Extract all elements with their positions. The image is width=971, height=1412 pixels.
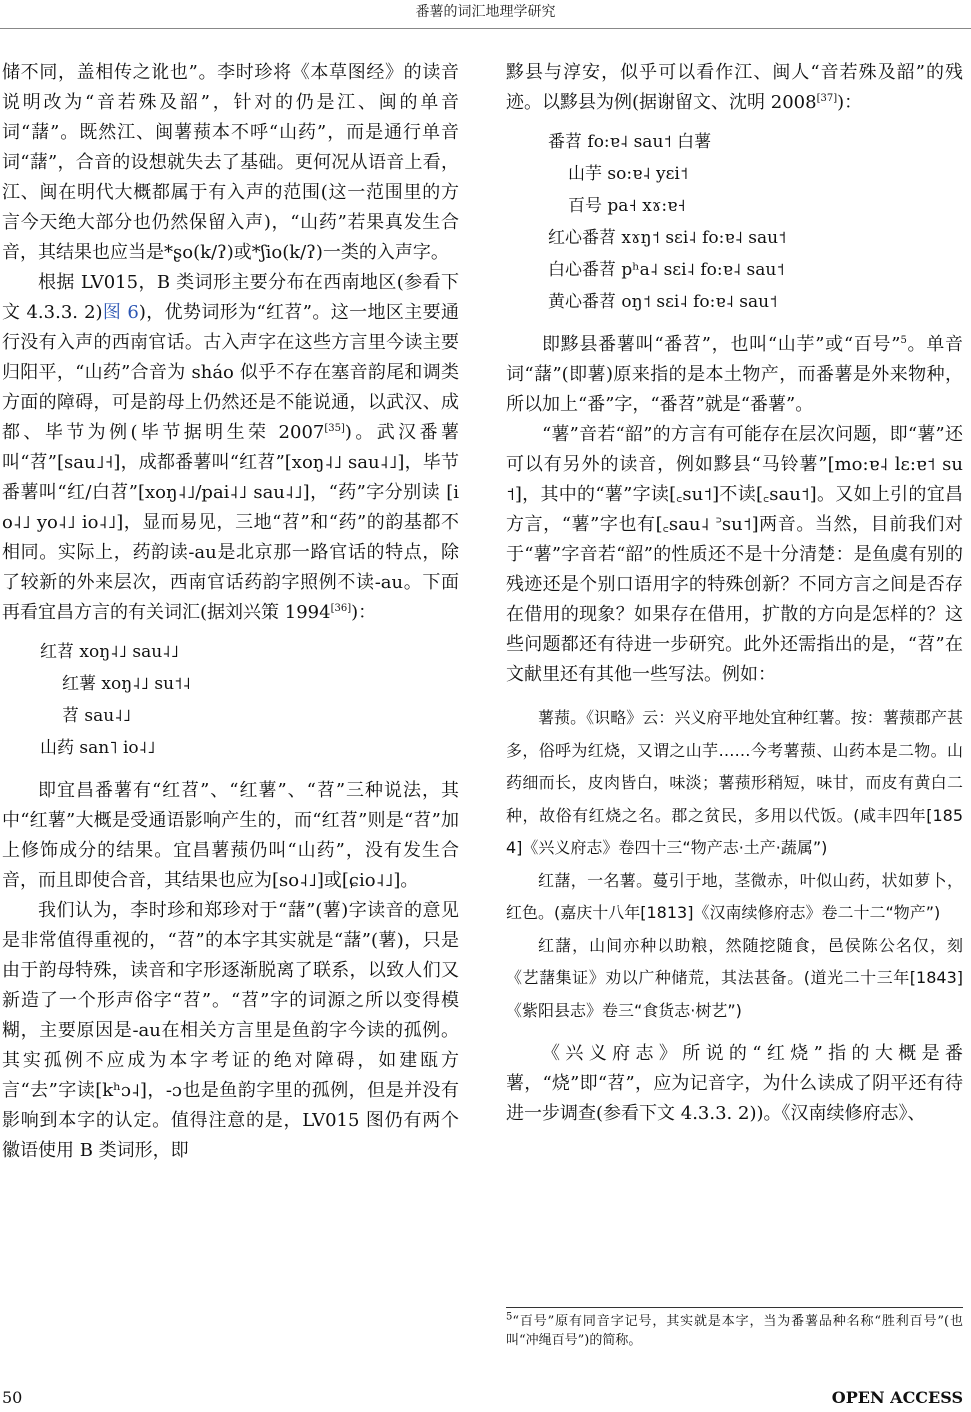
footnote-ref-5[interactable]: 5	[900, 335, 907, 346]
para6-text-b: 。单音词“藷”(即薯)原来指的是本土物产，而番薯是外来物种，所以加上“番”字，“番苕”就是“番薯”。	[506, 334, 964, 415]
vocab-row: 红心番苕 xɤŋ˦ sɛi˨ fo:ɐ˨ sau˦	[548, 228, 787, 248]
para2-text-b: )，优势词形为“红苕”。这一地区主要通行没有入声的西南官话。古入声字在这些方言里今读主要归阳平，“山药”合音为 sháo 似乎不存在塞音韵尾和调类方面的障碍，可是韵母上仍然还是不能说通，以武汉、成都、毕节为例(毕节据明生荣 2007	[2, 302, 459, 443]
para5-text-a: 黟县与淳安，似乎可以看作江、闽人“音若殊及韶”的残迹。以黟县为例(据谢留文、沈明 2008	[506, 62, 963, 113]
paragraph-2	[2, 268, 459, 628]
vocab-row: 番苕 fo:ɐ˨ sau˦ 白薯	[548, 132, 712, 152]
citation-quote: 红藷，山间亦种以助粮，然随挖随食，邑侯陈公名仅，刻《艺藷集证》劝以广种储荒，其法甚备。(道光二十三年[1843]《紫阳县志》卷三“食货志·树艺”)	[506, 935, 963, 1020]
citation-quote: 薯蓣。《识略》云：兴义府平地处宜种红薯。按：薯蓣郡产甚多，俗呼为红烧，又谓之山芋……今考薯蓣、山药本是二物。山药细而长，皮肉皆白，味淡；薯蓣形稍短，味甘，而皮有黄白二种，故俗有红烧之名。郡之贫民，多用以代饭。(咸丰四年[1854]《兴义府志》卷四十三“物产志·土产·蔬属”)	[506, 708, 963, 857]
paragraph-8: 《兴义府志》所说的“红烧”指的大概是番薯，“烧”即“苕”，应为记音字，为什么读成了阴平还有待进一步调查(参看下文 4.3.3. 2))。《汉南续修府志》、	[506, 1043, 963, 1124]
figure-6-link[interactable]: 图 6	[102, 302, 139, 323]
para2-text-d: )：	[351, 602, 377, 623]
vocab-row: 百号 pa˧ xɤ:ɐ˧	[568, 196, 686, 216]
paragraph-1: 储不同，盖相传之讹也”。李时珍将《本草图经》的读音说明改为“音若殊及韶”，针对的仍是江、闽的单音词“藷”。既然江、闽薯蓣本不呼“山药”，而是通行单音词“藷”，合音的设想就失去了基础。更何况从语音上看，江、闽在明代大概都属于有入声的范围(这一范围里的方言今天绝大部分也仍然保留入声)，“山药”若果真发生合音，其结果也应当是*ʂo(k/ʔ)或*ʃio(k/ʔ)一类的入声字。	[2, 62, 459, 263]
yixian-vocab-list	[506, 126, 963, 318]
header-rule	[0, 28, 971, 29]
footnote-text: “百号”原有同音字记号，其实就是本字，当为番薯品种名称“胜利百号”(也叫“冲绳百号”)的简称。	[506, 1314, 963, 1348]
vocab-row: 红苕 xoŋ˨˩ sau˨˩	[40, 642, 179, 662]
left-column	[2, 58, 459, 1166]
vocab-row: 白心番苕 pʰa˨ sɛi˨ fo:ɐ˨ sau˦	[548, 260, 785, 280]
vocab-row: 红薯 xoŋ˨˩ su˦˨	[62, 674, 191, 694]
paragraph-6	[506, 330, 963, 420]
footnote-5	[506, 1312, 963, 1350]
citation-35[interactable]: [35]	[324, 423, 345, 434]
open-access-label: OPEN ACCESS	[831, 1388, 963, 1407]
vocab-row: 苕 sau˨˩	[62, 706, 131, 726]
vocab-row: 黄心番苕 oŋ˦ sɛi˨ fo:ɐ˨ sau˦	[548, 292, 778, 312]
vocab-row: 山芋 so:ɐ˨ yɛi˦	[568, 164, 689, 184]
yichang-vocab-list	[2, 636, 459, 764]
vocab-row: 山药 san˥ io˨˩	[40, 738, 156, 758]
para6-text-a: 即黟县番薯叫“番苕”，也叫“山芋”或“百号”	[542, 334, 901, 355]
footnote-rule	[506, 1307, 963, 1308]
citation-37[interactable]: [37]	[816, 93, 838, 104]
paragraph-5	[506, 58, 963, 118]
para5-text-b: )：	[837, 92, 863, 113]
right-column	[506, 58, 963, 1129]
running-header: 番薯的词汇地理学研究	[415, 4, 556, 20]
citation-block	[506, 702, 963, 1027]
citation-36[interactable]: [36]	[330, 603, 352, 614]
paragraph-4: 我们认为，李时珍和郑珍对于“藷”(薯)字读音的意见是非常值得重视的，“苕”的本字其实就是“藷”(薯)，只是由于韵母特殊，读音和字形逐渐脱离了联系，以致人们又新造了一个形声俗字“苕”。“苕”字的词源之所以变得模糊，主要原因是-au在相关方言里是鱼韵字今读的孤例。其实孤例不应成为本字考证的绝对障碍，如建瓯方言“去”字读[kʰɔ˨]，-ɔ也是鱼韵字里的孤例，但是并没有影响到本字的认定。值得注意的是，LV015 图仍有两个徽语使用 B 类词形，即	[2, 900, 459, 1161]
citation-quote: 红藷，一名薯。蔓引于地，茎微赤，叶似山药，状如萝卜，红色。(嘉庆十八年[1813]《汉南续修府志》卷二十二“物产”)	[506, 870, 963, 922]
paragraph-7: “薯”音若“韶”的方言有可能存在层次问题，即“薯”还可以有另外的读音，例如黟县“马铃薯”[mo:ɐ˨ lɛ:ɐ˦ su˦]，其中的“薯”字读[꜀su˦]不读[꜀sau˦]。又如上引的宜昌方言，“薯”字也有[꜀sau˨ ꜄su˦]两音。当然，目前我们对于“薯”字音若“韶”的性质还不是十分清楚：是鱼虞有别的残迹还是个别口语用字的特殊创新？不同方言之间是否存在借用的现象？如果存在借用，扩散的方向是怎样的？这些问题都还有待进一步研究。此外还需指出的是，“苕”在文献里还有其他一些写法。例如：	[506, 424, 963, 685]
para2-text-c: )。武汉番薯叫“苕”[sau˩˧]，成都番薯叫“红苕”[xoŋ˨˩ sau˨˩]，毕节番薯叫“红/白苕”[xoŋ˨˩/pai˨˩ sau˨˩]，“药”字分别读 [io˨˩ yo˨˩ io˨˩]，显而易见，三地“苕”和“药”的韵基都不相同。实际上，药韵读-au是北京那一路官话的特点，除了较新的外来层次，西南官话药韵字照例不读-au。下面再看宜昌方言的有关词汇(据刘兴策 1994	[2, 422, 459, 623]
footnote-mark: 5	[506, 1311, 513, 1323]
paragraph-3: 即宜昌番薯有“红苕”、“红薯”、“苕”三种说法，其中“红薯”大概是受通语影响产生的，而“红苕”则是“苕”加上修饰成分的结果。宜昌薯蓣仍叫“山药”，没有发生合音，而且即使合音，其结果也应为[so˨˩]或[ɕio˨˩]。	[2, 780, 459, 891]
page-number: 50	[2, 1388, 23, 1407]
para2-text-a: 根据 LV015，B 类词形主要分布在西南地区(参看下文 4.3.3. 2)	[2, 272, 459, 323]
